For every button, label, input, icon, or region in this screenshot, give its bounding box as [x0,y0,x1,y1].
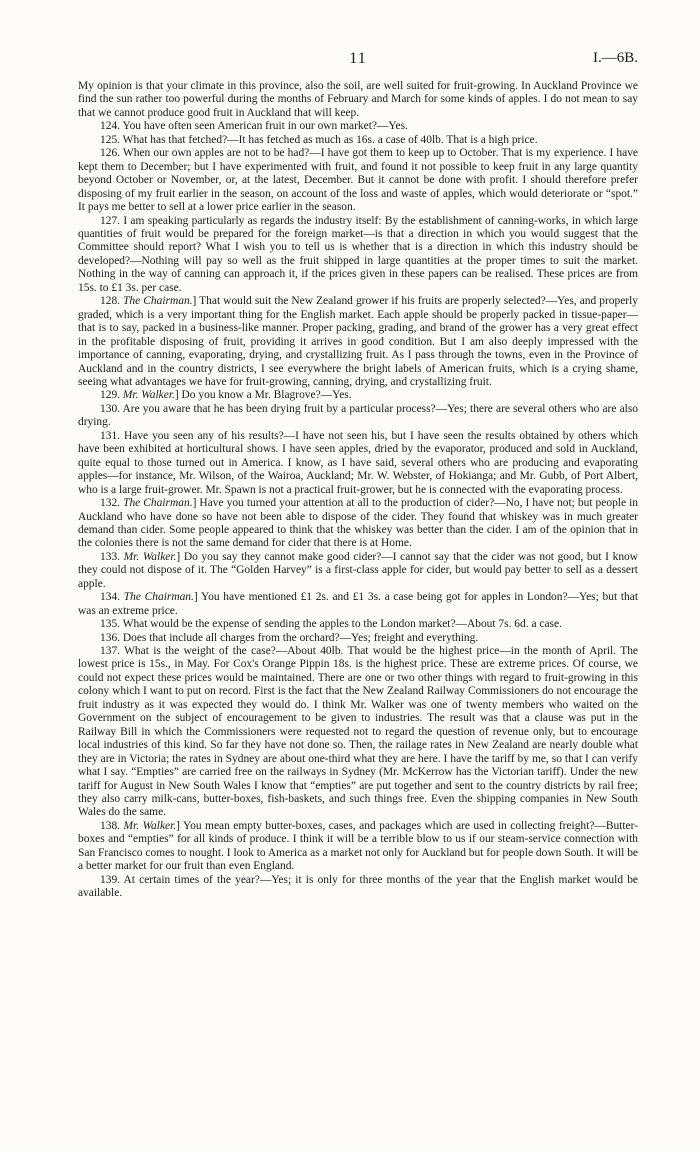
paragraph: 137. What is the weight of the case?—About 40lb. That would be the highest price—in the month of April. The lowest price is 15s., in May. For Cox's Orange Pippin 18s. is the highest price. These are extreme prices. Of course, we could not expect these prices would be maintained. There are one or two other things with regard to fruit-growing in this colony which I want to put on record. First is the fact that the New Zealand Railway Commissioners do not encourage the fruit industry as it was expected they would do. I think Mr. Walker was one of twenty members who waited on the Government on the subject of encouragement to be given to industries. The result was that a clause was put in the Railway Bill in which the Commissioners were requested not to regard the question of revenue only, but to encourage local industries of this kind. So far they have not done so. Then, the railage rates in New Zealand are nearly double what they are in Victoria; the rates in Sydney are about one-third what they are here. I have the tariff by me, so that I can verify what I say. “Empties” are carried free on the railways in Sydney (Mr. McKerrow has the Victorian tariff). Under the new tariff for August in New South Wales I know that “empties” are put together and sent to the country districts by rail free; they also carry milk-cans, butter-boxes, fish-baskets, and such things free. Even the shipping companies in New South Wales do the same. [78,645,638,819]
paragraph: 132. The Chairman.] Have you turned your attention at all to the production of cider?—No, I have not; but people in Auckland who have done so have not been able to dispose of the cider. They found that whiskey was in much greater demand than cider. Some people appeared to think that the whiskey was better than the cider. I am of the opinion that in the colonies there is not the same demand for cider that there is at Home. [78,497,638,550]
page-number: 11 [349,50,367,67]
speaker-name: The Chairman. [123,591,194,604]
paragraph: My opinion is that your climate in this province, also the soil, are well suited for fruit-growing. In Auckland Province we find the sun rather too powerful during the months of February and March for some kinds of apples. I do not mean to say that we cannot produce good fruit in Auckland that will keep. [78,80,638,119]
paragraph: 139. At certain times of the year?—Yes; it is only for three months of the year that the English market would be available. [78,873,638,900]
page-header [78,50,638,72]
paragraph: 136. Does that include all charges from the orchard?—Yes; freight and everything. [100,631,479,644]
paragraph: 130. Are you aware that he has been drying fruit by a particular process?—Yes; there are several others who are also drying. [78,402,638,429]
speaker-name: The Chairman. [123,497,193,510]
speaker-name: Mr. Walker. [122,389,175,402]
speaker-name: Mr. Walker. [123,550,177,563]
paragraph: 127. I am speaking particularly as regards the industry itself: By the establishment of canning-works, in which large quantities of fruit would be prepared for the foreign market—is that a direction in which you would suggest that the Committee should report? What I wish you to tell us is whether that is a direction in which this industry should be developed?—Nothing will pay so well as the fruit shipped in large quantities at the proper times to suit the market. Nothing in the way of canning can approach it, if the prices given in these papers can be realised. These prices are from 15s. to £1 3s. per case. [78,214,638,294]
paragraph: 134. The Chairman.] You have mentioned £1 2s. and £1 3s. a case being got for apples in London?—Yes; but that was an extreme price. [78,591,639,617]
speaker-name: The Chairman. [123,295,193,308]
paragraph: 138. Mr. Walker.] You mean empty butter-boxes, cases, and packages which are used in collecting freight?—Butter-boxes and “empties” for all kinds of produce. I think it will be a terrible blow to us if our steam-service connection with San Francisco comes to nought. I look to America as a market not only for Auckland but for people down South. It will be a better market for our fruit than even England. [78,819,639,873]
paragraph: 135. What would be the expense of sending the apples to the London market?—About 7s. 6d. a case. [100,618,562,631]
document-reference: I.—6B. [593,50,638,66]
paragraph: 129. Mr. Walker.] Do you know a Mr. Blagrove?—Yes. [100,389,352,402]
paragraph: 126. When our own apples are not to be had?—I have got them to keep up to October. That is my experience. I have kept them to December; but I have experimented with fruit, and found it not possible to keep fruit in any large quantity beyond October or November, or, at the latest, December. But it cannot be done with profit. I should therefore prefer disposing of my fruit earlier in the season, on account of the loss and waste of apples, which would deteriorate or “spot.” It pays me better to sell at a lower price earlier in the season. [78,147,638,214]
paragraph: 131. Have you seen any of his results?—I have not seen his, but I have seen the results obtained by others which have been exhibited at horticultural shows. I have seen apples, dried by the evaporator, produced and sold in Auckland, quite equal to those turned out in America. I know, as I have said, several others who are producing and evaporating apples—for instance, Mr. Wilson, of the Wairoa, Auckland; Mr. W. Webster, of Hokianga; and Mr. Gubb, of Port Albert, who is a large fruit-grower. Mr. Spawn is not a practical fruit-grower, but he is connected with the evaporating process. [78,429,638,496]
paragraph: 133. Mr. Walker.] Do you say they cannot make good cider?—I cannot say that the cider was not good, but I know they could not dispose of it. The “Golden Harvey” is a first-class apple for cider, but would pay better to sell as a dessert apple. [78,550,639,590]
paragraph: 128. The Chairman.] That would suit the New Zealand grower if his fruits are properly selected?—Yes, and properly graded, which is a very important thing for the English market. Each apple should be properly packed in tissue-paper—that is to say, packed in a business-like manner. Proper packing, grading, and brand of the grower has a very great effect in the profitable disposing of fruit, providing it arrives in good condition. But I am also deeply impressed with the importance of canning, evaporating, drying, and crystallizing fruit. As I pass through the towns, even in the Province of Auckland and in the country districts, I see everywhere the bright labels of American fruits, which is a crying shame, seeing what advantages we have for fruit-growing, canning, drying, and crystallizing fruit. [78,295,638,388]
paragraph: 124. You have often seen American fruit in our own market?—Yes. [100,120,408,133]
document-body [78,80,638,901]
paragraph: 125. What has that fetched?—It has fetched as much as 16s. a case of 40lb. That is a high price. [100,133,538,146]
speaker-name: Mr. Walker. [123,819,177,832]
